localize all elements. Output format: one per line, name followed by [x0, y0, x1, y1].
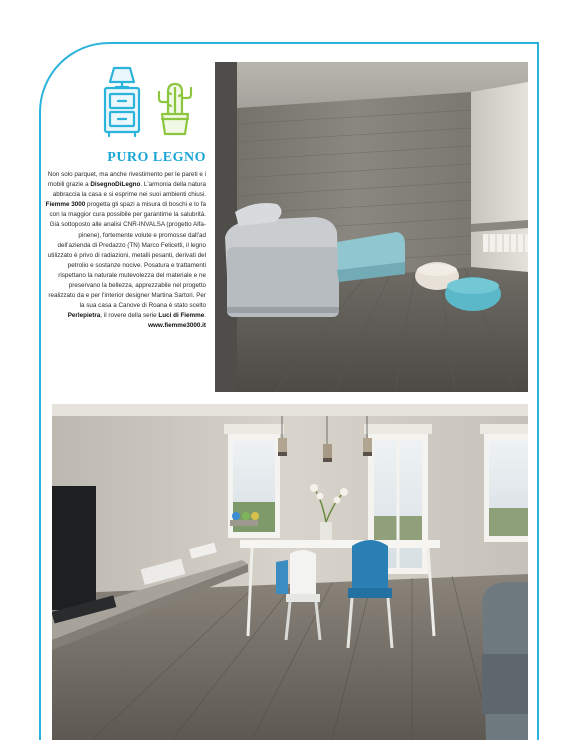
body-text-segment: Non solo parquet, ma anche rivestimento per le pareti e i mobili grazie a	[47, 171, 206, 189]
body-text-segment: progetta gli spazi a misura di boschi e lo fa con la maggior cura possibile per garantirne la salubrità. Già sottoposto alle analisi CNR-INVALSA (progetto Alfa-pinene), fortemente volute e promosse dall'ad dell'azienda di Predazzo (TN) Marco Felicetti, il legno utilizzato è privo di radiazioni, metalli pesanti, derivati del petrolio e sostanze nocive. Posatura e trattamenti rispettano la naturale mutevolezza del materiale e ne preservano la bellezza, apprezzabile nel progetto realizzato da e per l'interior designer Martina Sartori. Per la sua casa a Canove di Roana è stato scelto	[47, 201, 206, 310]
article-body	[44, 170, 206, 332]
nightstand-lamp-icon	[105, 68, 139, 136]
article-title: PURO LEGNO	[107, 150, 206, 165]
brand-name: Perlepietra	[67, 312, 101, 320]
brand-name: Fiemme 3000	[45, 201, 86, 209]
brand-name: Luci di Fiemme	[158, 312, 205, 320]
website-link[interactable]: www.fiemme3000.it	[148, 322, 206, 330]
potted-cactus-icon	[159, 84, 191, 134]
living-room-photo	[215, 62, 528, 392]
body-text-segment: . L'armonia della natura abbraccia la casa e si esprime nei suoi ambienti chiusi.	[52, 181, 206, 199]
article-icons	[102, 66, 202, 138]
body-text-segment: , il rovere della serie	[100, 312, 159, 320]
brand-name: DisegnoDiLegno	[90, 181, 141, 189]
dining-area-photo	[52, 404, 528, 740]
body-text-segment: .	[204, 312, 206, 320]
